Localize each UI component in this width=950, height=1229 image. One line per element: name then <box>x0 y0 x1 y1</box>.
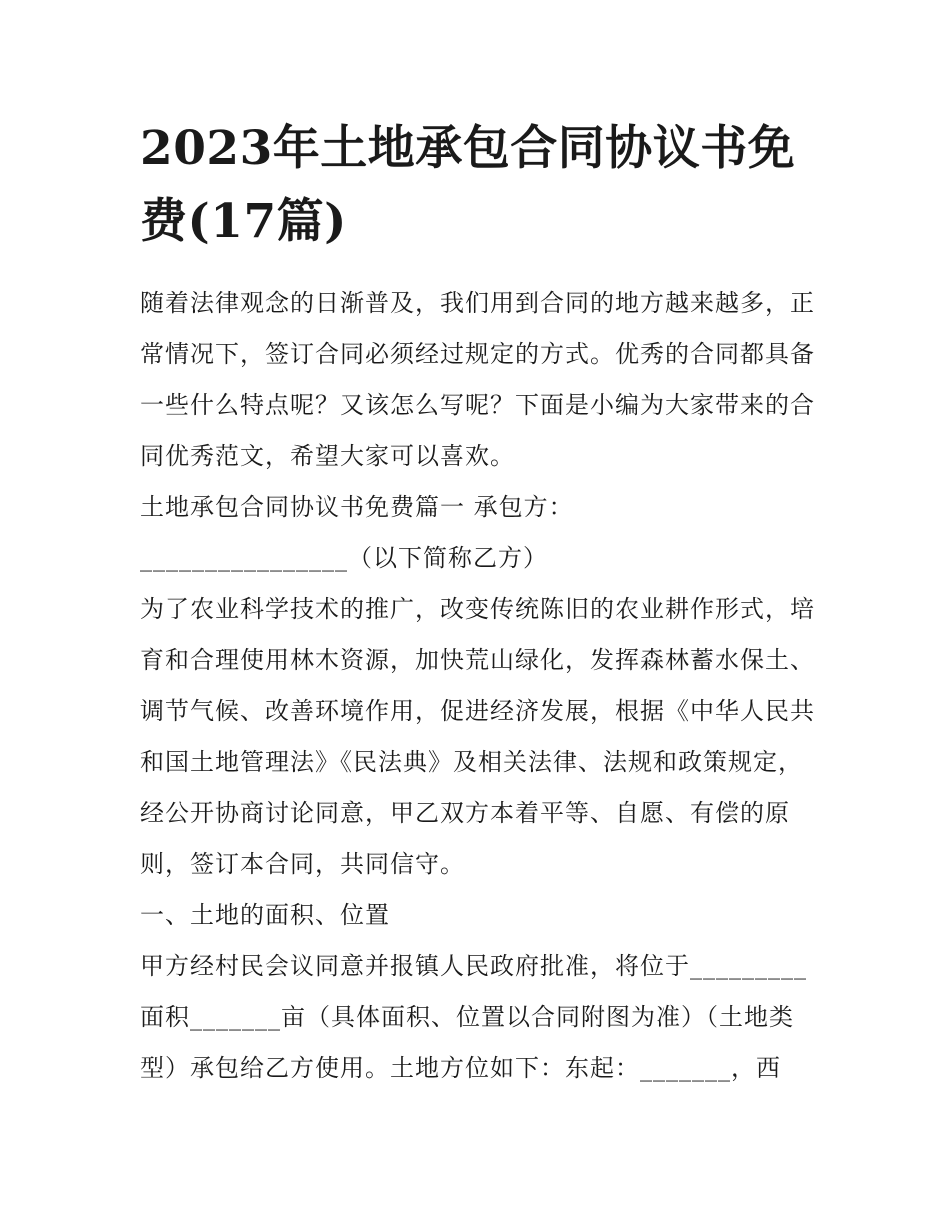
document-page <box>140 112 815 1094</box>
text-line: 一、土地的面积、位置 <box>140 901 390 929</box>
text-line: 调节气候、改善环境作用，促进经济发展，根据《中华人民共 <box>140 697 815 725</box>
title-line: 费(17篇) <box>140 194 347 249</box>
text-line: 常情况下，签订合同必须经过规定的方式。优秀的合同都具备 <box>140 340 815 368</box>
text-line: ________________（以下简称乙方） <box>140 544 548 572</box>
clause-paragraph <box>140 941 812 1094</box>
clause-heading <box>140 890 812 941</box>
contract-party-line <box>140 533 812 584</box>
text-line: 型）承包给乙方使用。土地方位如下：东起：_______，西 <box>140 1054 781 1082</box>
text-line: 甲方经村民会议同意并报镇人民政府批准，将位于_________ <box>140 952 807 980</box>
section-heading <box>140 482 812 533</box>
text-line: 为了农业科学技术的推广，改变传统陈旧的农业耕作形式，培 <box>140 595 815 623</box>
text-line: 则，签订本合同，共同信守。 <box>140 850 465 878</box>
text-line: 同优秀范文，希望大家可以喜欢。 <box>140 442 515 470</box>
title-line: 2023年土地承包合同协议书免 <box>140 121 796 176</box>
text-line: 育和合理使用林木资源，加快荒山绿化，发挥森林蓄水保土、 <box>140 646 815 674</box>
purpose-paragraph <box>140 584 815 890</box>
text-line: 和国土地管理法》《民法典》及相关法律、法规和政策规定， <box>140 748 803 776</box>
document-title <box>140 112 812 258</box>
text-line: 随着法律观念的日渐普及，我们用到合同的地方越来越多，正 <box>140 289 815 317</box>
text-line: 一些什么特点呢？又该怎么写呢？下面是小编为大家带来的合 <box>140 391 815 419</box>
text-line: 土地承包合同协议书免费篇一 承包方： <box>140 493 574 521</box>
text-line: 经公开协商讨论同意，甲乙双方本着平等、自愿、有偿的原 <box>140 799 790 827</box>
text-line: 面积_______亩（具体面积、位置以合同附图为准）（土地类 <box>140 1003 794 1031</box>
intro-paragraph <box>140 278 815 482</box>
